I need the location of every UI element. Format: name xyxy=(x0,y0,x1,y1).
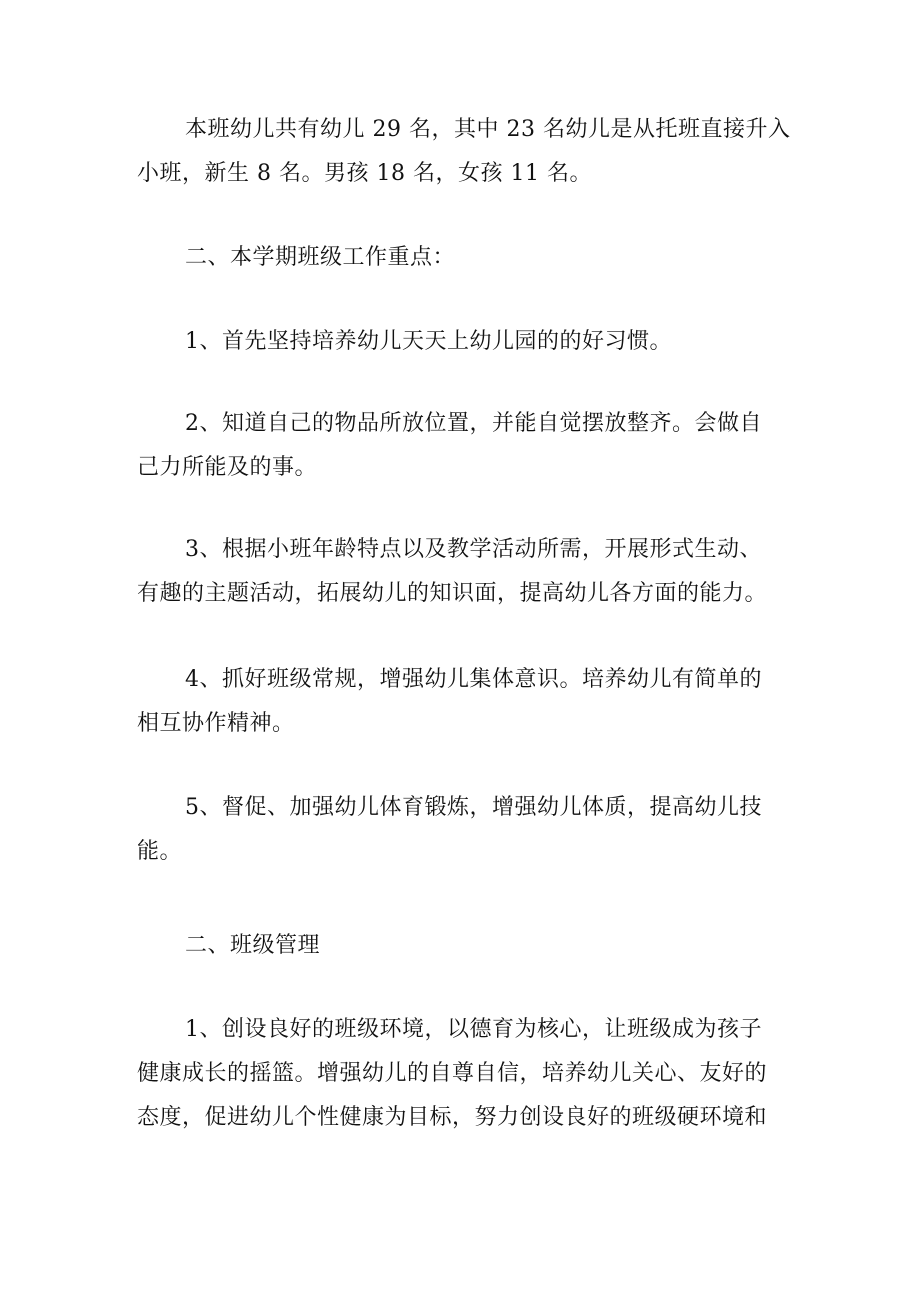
text-line: 相互协作精神。 xyxy=(137,711,295,736)
text-line: 己力所能及的事。 xyxy=(137,455,318,480)
text-line: 本班幼儿共有幼儿 29 名，其中 23 名幼儿是从托班直接升入 xyxy=(185,117,791,142)
section-heading-management xyxy=(137,924,797,968)
section-heading-focus xyxy=(137,236,797,280)
text-line: 能。 xyxy=(137,839,183,864)
text-line: 1、创设良好的班级环境，以德育为核心，让班级成为孩子 xyxy=(185,1017,762,1042)
text-line: 态度，促进幼儿个性健康为目标，努力创设良好的班级硬环境和 xyxy=(137,1105,768,1130)
paragraph-intro xyxy=(137,108,797,196)
text-line: 5、督促、加强幼儿体育锻炼，增强幼儿体质，提高幼儿技 xyxy=(185,795,762,820)
heading-line: 二、班级管理 xyxy=(185,933,321,958)
list-item-4 xyxy=(137,658,797,746)
text-line: 有趣的主题活动，拓展幼儿的知识面，提高幼儿各方面的能力。 xyxy=(137,581,768,606)
text-line: 小班，新生 8 名。男孩 18 名，女孩 11 名。 xyxy=(137,161,592,186)
list-item-3 xyxy=(137,528,797,616)
management-item-1 xyxy=(137,1008,797,1140)
text-line: 4、抓好班级常规，增强幼儿集体意识。培养幼儿有简单的 xyxy=(185,667,762,692)
text-line: 2、知道自己的物品所放位置，并能自觉摆放整齐。会做自 xyxy=(185,411,762,436)
list-item-2 xyxy=(137,402,797,490)
text-line: 1、首先坚持培养幼儿天天上幼儿园的的好习惯。 xyxy=(185,329,672,354)
list-item-1 xyxy=(137,320,797,364)
heading-line: 二、本学期班级工作重点： xyxy=(185,245,456,270)
list-item-5 xyxy=(137,786,797,874)
text-line: 健康成长的摇篮。增强幼儿的自尊自信，培养幼儿关心、友好的 xyxy=(137,1061,768,1086)
text-line: 3、根据小班年龄特点以及教学活动所需，开展形式生动、 xyxy=(185,537,762,562)
